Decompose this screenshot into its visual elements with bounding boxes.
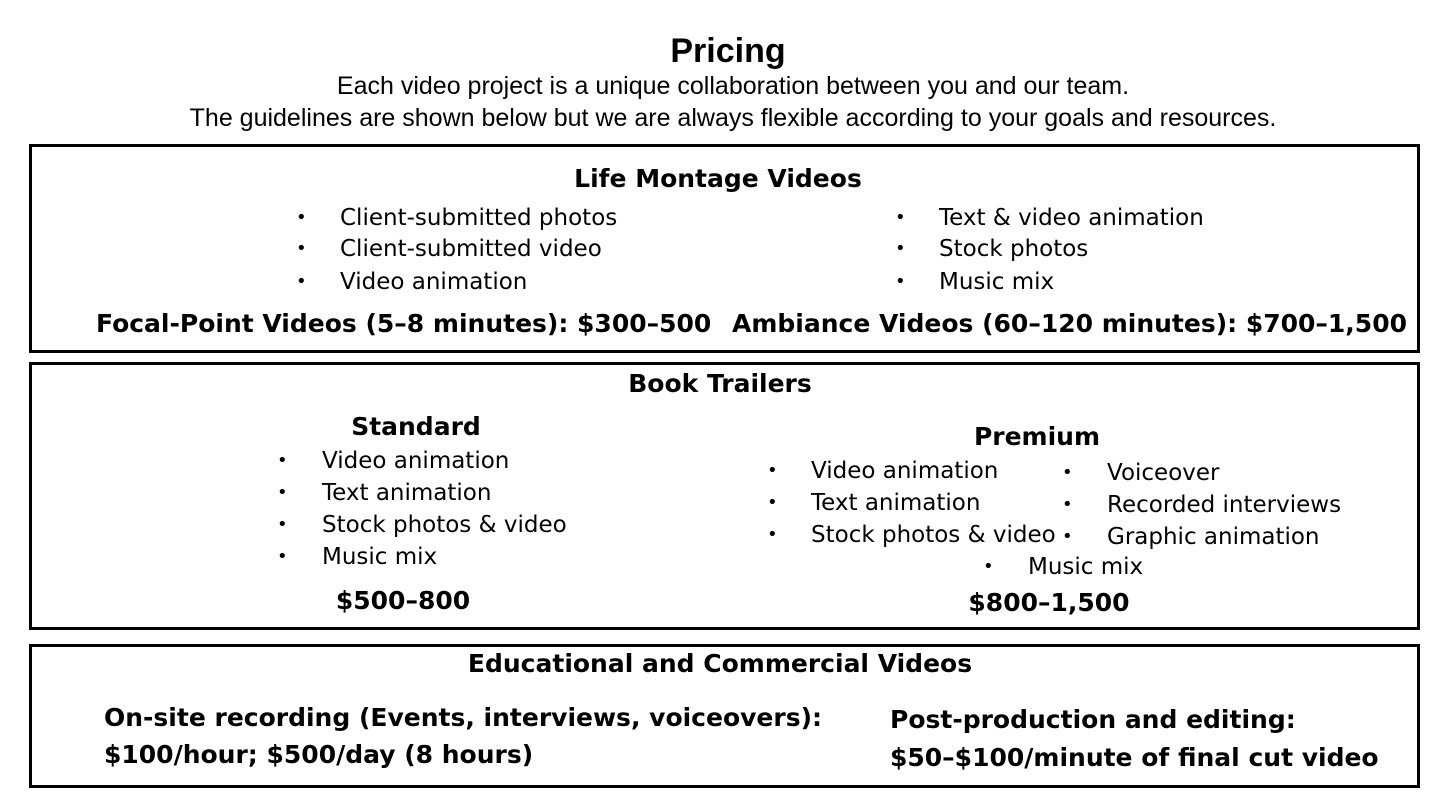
post-production-label: Post-production and editing: — [890, 705, 1296, 734]
bullet-icon: • — [983, 556, 994, 577]
focal-point-price: Focal-Point Videos (5–8 minutes): $300–500 — [96, 309, 712, 338]
list-item-label: Client-submitted photos — [340, 205, 618, 231]
bullet-icon: • — [895, 207, 906, 228]
educational-heading: Educational and Commercial Videos — [467, 649, 973, 678]
bullet-icon: • — [767, 492, 778, 513]
bullet-icon: • — [1062, 494, 1073, 515]
standard-price: $500–800 — [335, 586, 471, 615]
list-item-label: Client-submitted video — [340, 236, 602, 262]
bullet-icon: • — [277, 450, 288, 471]
bullet-icon: • — [277, 546, 288, 567]
list-item-label: Music mix — [322, 544, 438, 570]
bullet-icon: • — [296, 238, 307, 259]
bullet-icon: • — [277, 482, 288, 503]
list-item-label: Music mix — [1028, 554, 1144, 580]
list-item-label: Stock photos & video — [811, 522, 1056, 548]
list-item-label: Stock photos — [939, 236, 1089, 262]
list-item-label: Graphic animation — [1107, 524, 1320, 550]
list-item-label: Video animation — [811, 458, 999, 484]
page-title: Pricing — [670, 32, 786, 70]
list-item-label: Text animation — [322, 480, 492, 506]
book-trailers-heading: Book Trailers — [628, 369, 812, 398]
list-item-label: Voiceover — [1107, 460, 1220, 486]
life-montage-heading: Life Montage Videos — [574, 164, 862, 193]
list-item-label: Text & video animation — [939, 205, 1204, 231]
premium-heading: Premium — [973, 422, 1101, 451]
onsite-recording-label: On-site recording (Events, interviews, voiceovers): — [104, 703, 823, 732]
bullet-icon: • — [767, 460, 778, 481]
page-subtitle-line-2: The guidelines are shown below but we are always flexible according to your goals and resources. — [189, 104, 1277, 132]
premium-price: $800–1,500 — [968, 588, 1130, 617]
bullet-icon: • — [767, 524, 778, 545]
bullet-icon: • — [296, 271, 307, 292]
bullet-icon: • — [895, 238, 906, 259]
page-subtitle-line-1: Each video project is a unique collaboration between you and our team. — [336, 72, 1130, 100]
bullet-icon: • — [296, 207, 307, 228]
onsite-recording-price: $100/hour; $500/day (8 hours) — [104, 740, 534, 769]
standard-heading: Standard — [351, 412, 481, 441]
list-item-label: Recorded interviews — [1107, 492, 1342, 518]
ambiance-price: Ambiance Videos (60–120 minutes): $700–1,500 — [732, 309, 1407, 338]
bullet-icon: • — [895, 271, 906, 292]
list-item-label: Video animation — [322, 448, 510, 474]
list-item-label: Video animation — [340, 269, 528, 295]
bullet-icon: • — [277, 514, 288, 535]
list-item-label: Text animation — [811, 490, 981, 516]
post-production-price: $50–$100/minute of final cut video — [890, 743, 1379, 772]
bullet-icon: • — [1062, 462, 1073, 483]
list-item-label: Music mix — [939, 269, 1055, 295]
bullet-icon: • — [1062, 526, 1073, 547]
list-item-label: Stock photos & video — [322, 512, 567, 538]
